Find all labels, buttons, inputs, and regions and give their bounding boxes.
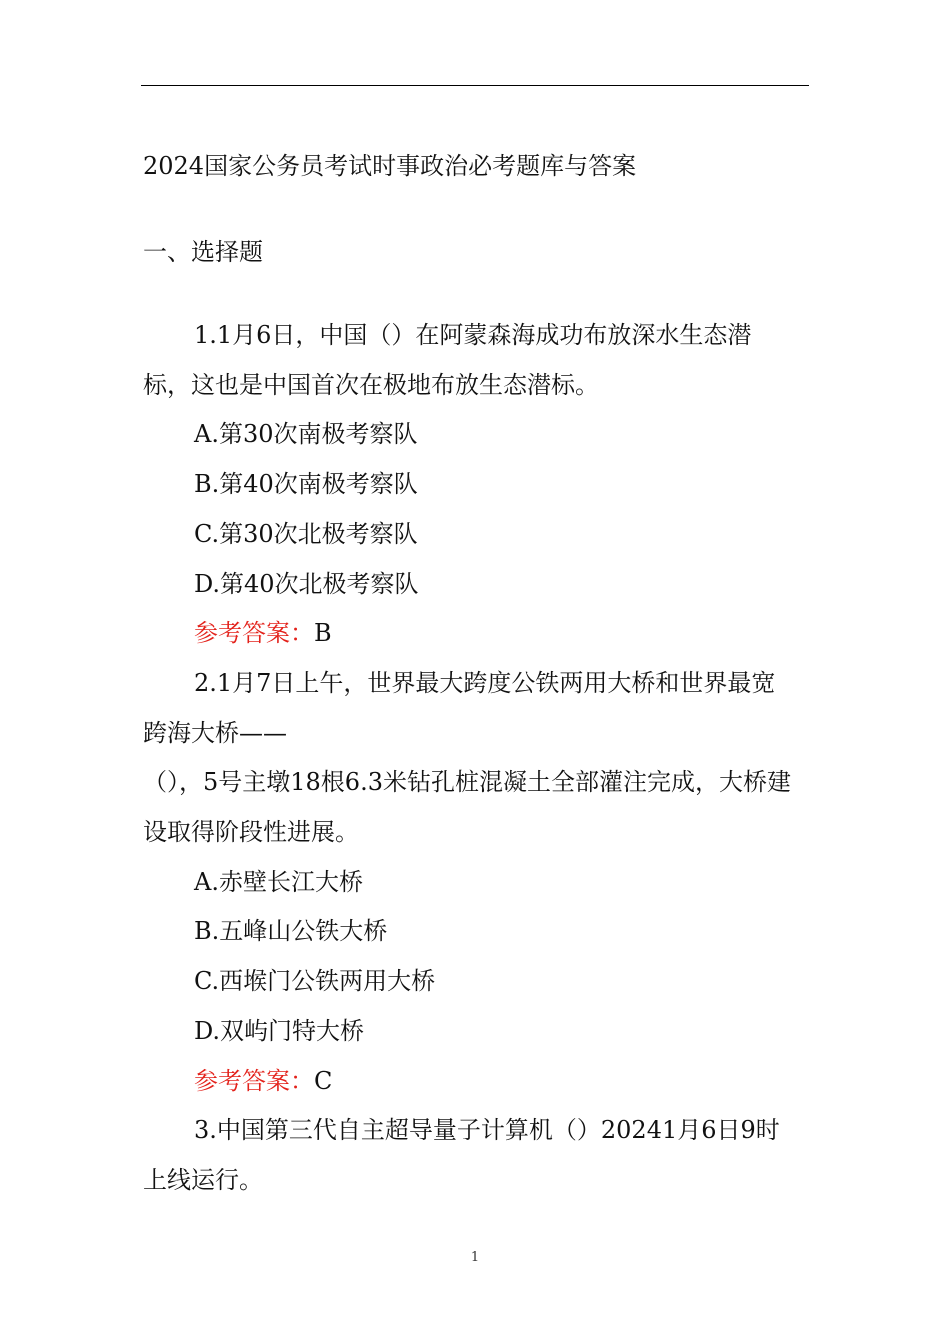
answer-label: 参考答案：	[194, 619, 314, 648]
option-b: B.第40次南极考察队	[194, 470, 418, 499]
answer-label: 参考答案：	[194, 1066, 314, 1095]
question-stem-part-1: 2.1月7日上午，世界最大跨度公铁两用大桥和世界最宽跨海大桥——	[143, 668, 776, 747]
option-c: C.第30次北极考察队	[194, 519, 418, 548]
answer-value: B	[314, 619, 332, 648]
option-d: D.双屿门特大桥	[194, 1016, 365, 1045]
option-a: A.第30次南极考察队	[194, 420, 418, 449]
header-rule	[141, 85, 809, 86]
question-stem: 1.1月6日，中国（）在阿蒙森海成功布放深水生态潜标，这也是中国首次在极地布放生态潜标。	[143, 321, 752, 399]
answer-value: C	[314, 1066, 333, 1095]
document-title: 2024国家公务员考试时事政治必考题库与答案	[143, 152, 637, 180]
question-stem-part-2: （），5号主墩18根6.3米钻孔桩混凝土全部灌注完成，大桥建设取得阶段性进展。	[143, 768, 791, 847]
question-stem: 3.中国第三代自主超导量子计算机（）20241月6日9时上线运行。	[143, 1116, 780, 1194]
question-list	[143, 311, 793, 1206]
question-2	[143, 659, 793, 1106]
reference-answer	[143, 1057, 793, 1107]
option-b: B.五峰山公铁大桥	[194, 917, 388, 946]
reference-answer	[143, 609, 793, 659]
option-d: D.第40次北极考察队	[194, 569, 419, 598]
question-1	[143, 311, 793, 659]
option-c: C.西堠门公铁两用大桥	[194, 967, 436, 996]
section-heading: 一、选择题	[143, 238, 263, 266]
question-3	[143, 1106, 793, 1205]
page-number: 1	[470, 1250, 480, 1265]
option-a: A.赤壁长江大桥	[194, 867, 363, 896]
